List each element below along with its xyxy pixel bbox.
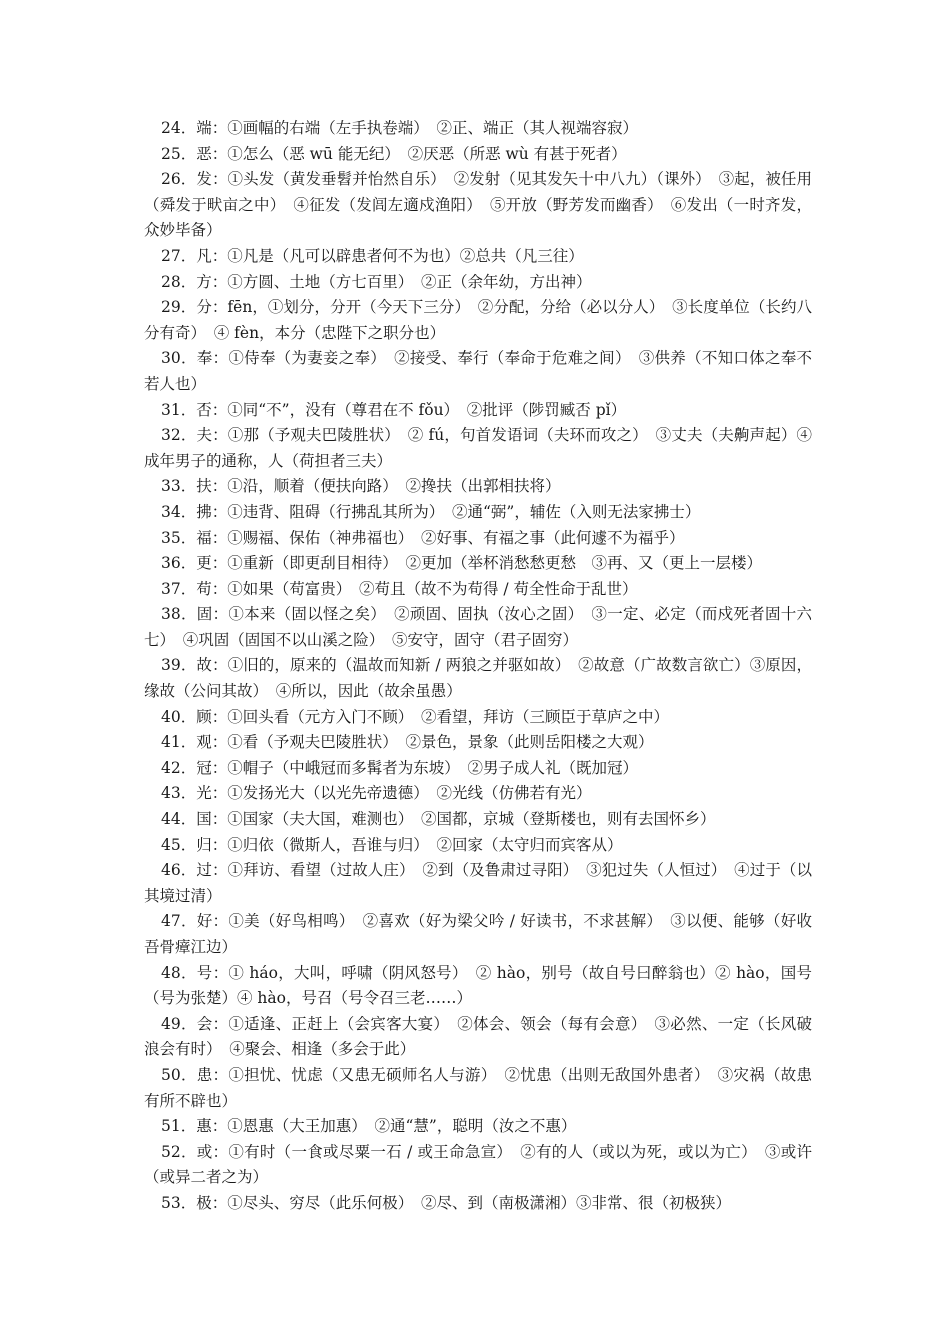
entry-33: 33．扶：①沿，顺着（便扶向路） ②搀扶（出郭相扶将） bbox=[161, 477, 561, 496]
entry-42: 42．冠：①帽子（中峨冠而多髯者为东坡） ②男子成人礼（既加冠） bbox=[161, 758, 638, 777]
entry-35: 35．福：①赐福、保佑（神弗福也） ②好事、有福之事（此何遽不为福乎） bbox=[161, 528, 685, 547]
entry-30: 30．奉：①侍奉（为妻妾之奉） ②接受、奉行（奉命于危难之间） ③供养（不知口体之奉不若人也） bbox=[144, 349, 812, 393]
entry-45: 45．归：①归依（微斯人，吾谁与归） ②回家（太守归而宾客从） bbox=[161, 835, 623, 854]
entry-46: 46．过：①拜访、看望（过故人庄） ②到（及鲁肃过寻阳） ③犯过失（人恒过） ④过于（以其境过清） bbox=[144, 861, 812, 905]
entry-49: 49．会：①适逢、正赶上（会宾客大宴） ②体会、领会（每有会意） ③必然、一定（长风破浪会有时） ④聚会、相逢（多会于此） bbox=[144, 1014, 812, 1059]
entry-53: 53．极：①尽头、穷尽（此乐何极） ②尽、到（南极潇湘）③非常、很（初极狭） bbox=[161, 1193, 731, 1212]
entry-29: 29．分：fēn，①划分，分开（今天下三分） ②分配，分给（必以分人） ③长度单位（长约八分有奇） ④ fèn，本分（忠陛下之职分也） bbox=[144, 298, 812, 342]
entry-32: 32．夫：①那（予观夫巴陵胜状） ② fú，句首发语词（夫环而攻之） ③丈夫（夫齁声起）④成年男子的通称，人（荷担者三夫） bbox=[144, 426, 812, 470]
entry-list bbox=[144, 116, 812, 1217]
entry-28: 28．方：①方圆、土地（方七百里） ②正（余年幼，方出神） bbox=[161, 272, 592, 291]
entry-51: 51．惠：①恩惠（大王加惠） ②通“慧”，聪明（汝之不惠） bbox=[161, 1117, 577, 1136]
entry-48: 48．号：① háo，大叫，呼啸（阴风怒号） ② hào，别号（故自号曰醉翁也）② hào，国号（号为张楚）④ hào，号召（号令召三老……） bbox=[144, 963, 812, 1008]
entry-40: 40．顾：①回头看（元方入门不顾） ②看望，拜访（三顾臣于草庐之中） bbox=[161, 707, 669, 726]
entry-43: 43．光：①发扬光大（以光先帝遗德） ②光线（仿佛若有光） bbox=[161, 784, 592, 803]
entry-44: 44．国：①国家（夫大国，难测也） ②国都，京城（登斯楼也，则有去国怀乡） bbox=[161, 810, 716, 829]
entry-36: 36．更：①重新（即更刮目相待） ②更加（举杯消愁愁更愁 ③再、又（更上一层楼） bbox=[161, 554, 762, 573]
entry-39: 39．故：①旧的，原来的（温故而知新 / 两狼之并驱如故） ②故意（广故数言欲亡）③原因，缘故（公问其故） ④所以，因此（故余虽愚） bbox=[144, 656, 812, 701]
entry-25: 25．恶：①怎么（恶 wū 能无纪） ②厌恶（所恶 wù 有甚于死者） bbox=[161, 144, 627, 163]
entry-41: 41．观：①看（予观夫巴陵胜状） ②景色，景象（此则岳阳楼之大观） bbox=[161, 733, 654, 752]
entry-47: 47．好：①美（好鸟相鸣） ②喜欢（好为梁父吟 / 好读书，不求甚解） ③以便、能够（好收吾骨瘴江边） bbox=[144, 912, 812, 956]
entry-26: 26．发：①头发（黄发垂髫并怡然自乐） ②发射（见其发矢十中八九）（课外） ③起，被任用（舜发于畎亩之中） ④征发（发闾左適戍渔阳） ⑤开放（野芳发而幽香） ⑥发出（一时齐发，众妙毕备） bbox=[144, 170, 812, 240]
entry-31: 31．否：①同“不”，没有（尊君在不 fǒu） ②批评（陟罚臧否 pǐ） bbox=[161, 400, 627, 419]
entry-50: 50．患：①担忧、忧虑（又患无硕师名人与游） ②忧患（出则无敌国外患者） ③灾祸（故患有所不辟也） bbox=[144, 1065, 812, 1110]
entry-34: 34．拂：①违背、阻碍（行拂乱其所为） ②通“弼”，辅佐（入则无法家拂士） bbox=[161, 502, 701, 521]
entry-27: 27．凡：①凡是（凡可以辟患者何不为也）②总共（凡三往） bbox=[161, 246, 584, 265]
entry-38: 38．固：①本来（固以怪之矣） ②顽固、固执（汝心之固） ③一定、必定（而戍死者固十六七） ④巩固（固国不以山溪之险） ⑤安守，固守（君子固穷） bbox=[144, 605, 812, 649]
entry-24: 24．端：①画幅的右端（左手执卷端） ②正、端正（其人视端容寂） bbox=[161, 119, 638, 137]
entry-37: 37．苟：①如果（苟富贵） ②苟且（故不为苟得 / 苟全性命于乱世） bbox=[161, 579, 638, 598]
entry-52: 52．或：①有时（一食或尽粟一石 / 或王命急宣） ②有的人（或以为死，或以为亡） ③或许（或异二者之为） bbox=[144, 1142, 812, 1187]
